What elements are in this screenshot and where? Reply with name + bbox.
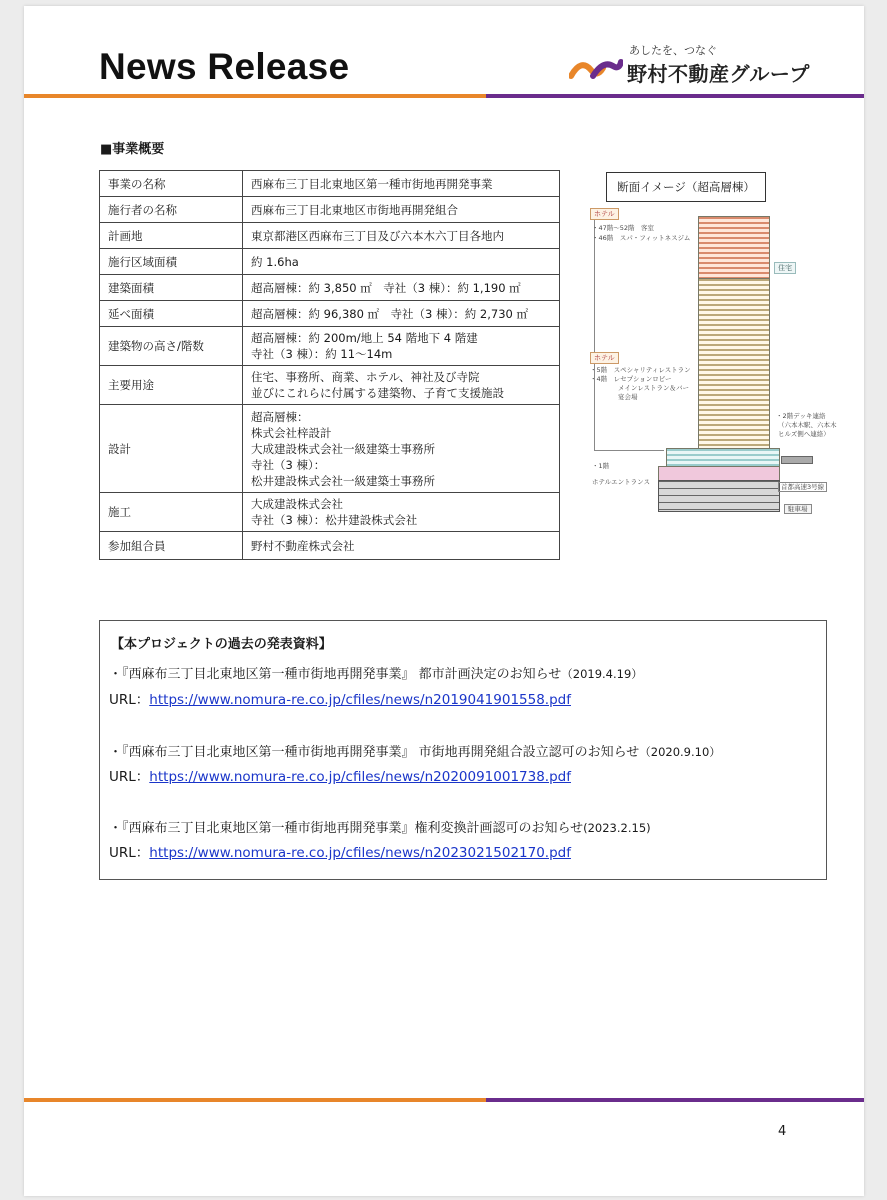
diagram-label: 宴会場 [618,393,638,401]
basement-floors [658,480,780,512]
document-page [24,6,864,1196]
deck-bridge [781,456,813,464]
row-value [243,171,560,197]
url-label: URL： [109,769,150,785]
table-row [100,249,560,275]
row-value-line: 西麻布三丁目北東地区市街地再開発組合 [251,202,458,217]
row-key: 建築物の高さ/階数 [100,327,243,366]
release-item [109,663,643,682]
row-value-line: 寺社（3 棟）：約 11～14m [251,347,393,361]
past-releases-box [99,620,827,880]
row-value-line: 住宅、事務所、商業、ホテル、神社及び寺院 [251,370,480,384]
release-url-link[interactable]: https://www.nomura-re.co.jp/cfiles/news/n2023021502170.pdf [149,845,571,861]
logo-name: 野村不動産グループ [627,62,810,86]
row-value [243,327,560,366]
release-url-line [109,688,571,708]
diagram-label: ・1階 [592,462,610,470]
row-value-line: 野村不動産株式会社 [251,538,355,553]
row-value-line: 寺社（3 棟）： [251,457,326,472]
row-value [243,249,560,275]
row-value-line: 大成建設株式会社一級建築士事務所 [251,441,435,456]
row-value-line: 東京都港区西麻布三丁目及び六本木六丁目各地内 [251,228,504,243]
diagram-label: メインレストラン＆バー [618,384,690,392]
release-url-link[interactable]: https://www.nomura-re.co.jp/cfiles/news/n2020091001738.pdf [149,769,571,785]
release-item [109,817,651,836]
diagram-label: ホテルエントランス [592,478,650,486]
row-value [243,405,560,493]
footer-divider [24,1098,864,1102]
url-label: URL： [109,692,150,708]
row-key: 設計 [100,405,243,493]
row-key: 施工 [100,493,243,532]
release-date: （2020.9.10） [639,745,721,759]
hotel-tag-mid: ホテル [590,352,619,364]
podium-upper [666,448,780,468]
row-value [243,301,560,327]
row-value-line: 超高層棟：約 200m/地上 54 階地下 4 階建 [251,331,478,345]
row-value-line: 並びにこれらに付属する建築物、子育て支援施設 [251,386,504,400]
row-value-line: 約 1.6ha [251,254,299,269]
row-key: 施行者の名称 [100,197,243,223]
page-title: News Release [99,46,350,87]
page-number: 4 [778,1124,787,1139]
row-key: 主要用途 [100,366,243,405]
release-date: (2023.2.15) [583,821,651,835]
logo-tagline: あしたを、つなぐ [629,44,717,57]
row-key: 建築面積 [100,275,243,301]
row-value [243,275,560,301]
release-title: ・『西麻布三丁目北東地区第一種市街地再開発事業』権利変換計画認可のお知らせ [109,821,584,836]
row-value-line: 超高層棟：約 96,380 ㎡ 寺社（3 棟）：約 2,730 ㎡ [251,306,529,321]
row-value [243,493,560,532]
diagram-label: ・4階 レセプションロビー [590,375,672,383]
row-value [243,223,560,249]
diagram-caption: 断面イメージ（超高層棟） [606,172,766,202]
residential-floors [698,278,770,450]
diagram-label: ・47階～52階 客室 [592,224,655,232]
row-value [243,532,560,560]
diagram-label: ヒルズ側へ連絡） [778,430,830,438]
row-key: 延べ面積 [100,301,243,327]
row-value-line: 松井建設株式会社一級建築士事務所 [251,473,435,488]
row-key: 計画地 [100,223,243,249]
table-row [100,366,560,405]
row-key: 参加組合員 [100,532,243,560]
row-key: 事業の名称 [100,171,243,197]
diagram-label: ・2階デッキ連絡 [776,412,826,420]
row-value-line: 超高層棟：約 3,850 ㎡ 寺社（3 棟）：約 1,190 ㎡ [251,280,521,295]
hotel-tag-top: ホテル [590,208,619,220]
table-row [100,327,560,366]
release-date: （2019.4.19） [561,667,643,681]
table-row [100,275,560,301]
diagram-label: （六本木駅、六本木 [778,421,837,429]
header-divider [24,94,864,98]
logo-mark-icon [569,56,623,82]
table-row [100,532,560,560]
hotel-upper-floors [698,216,770,280]
table-row [100,197,560,223]
table-row [100,301,560,327]
row-value [243,197,560,223]
row-value [243,366,560,405]
release-url-line [109,841,571,861]
row-key: 施行区域面積 [100,249,243,275]
section-heading: ■事業概要 [100,142,165,157]
release-url-link[interactable]: https://www.nomura-re.co.jp/cfiles/news/n2019041901558.pdf [149,692,571,708]
diagram-label: 首都高速3号線 [778,482,827,492]
diagram-label: 駐車場 [784,504,812,514]
row-value-line: 大成建設株式会社 [251,497,343,511]
site-outline-left [594,214,595,450]
release-title: ・『西麻布三丁目北東地区第一種市街地再開発事業』 都市計画決定のお知らせ [109,667,562,682]
row-value-line: 株式会社梓設計 [251,425,332,440]
project-overview-table [99,170,560,560]
release-item [109,741,721,760]
site-outline-bottom [594,450,664,451]
table-row [100,223,560,249]
row-value-line: 超高層棟： [251,409,309,424]
release-url-line [109,765,571,785]
release-title: ・『西麻布三丁目北東地区第一種市街地再開発事業』 市街地再開発組合設立認可のお知らせ [109,745,640,760]
url-label: URL： [109,845,150,861]
row-value-line: 西麻布三丁目北東地区第一種市街地再開発事業 [251,176,493,191]
diagram-label: ・5階 スペシャリティレストラン [590,366,691,374]
row-value-line: 寺社（3 棟）：松井建設株式会社 [251,513,418,527]
company-logo [569,42,819,92]
section-diagram [566,166,837,551]
table-row [100,171,560,197]
past-releases-title: 【本プロジェクトの過去の発表資料】 [111,637,332,652]
diagram-label: ・46階 スパ・フィットネスジム [592,234,691,242]
table-row [100,493,560,532]
residence-tag: 住宅 [774,262,796,274]
table-row [100,405,560,493]
